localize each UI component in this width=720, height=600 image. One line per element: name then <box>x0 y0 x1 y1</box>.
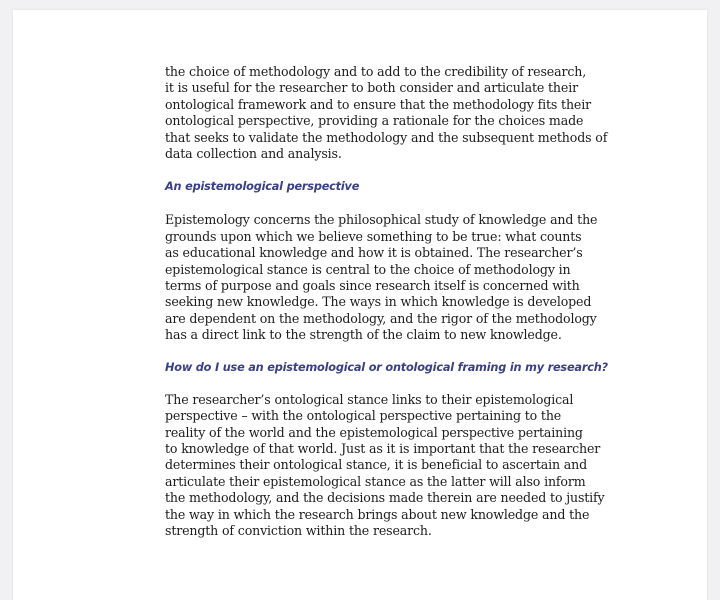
text-line: has a direct link to the strength of the claim to new knowledge. <box>165 327 562 343</box>
paragraph-epistemology <box>165 212 598 343</box>
text-line: the choice of methodology and to add to the credibility of research, <box>165 64 587 79</box>
text-line: strength of conviction within the research. <box>165 522 432 538</box>
text-line: epistemological stance is central to the choice of methodology in <box>165 261 571 277</box>
document-page <box>13 10 707 600</box>
text-line: the methodology, and the decisions made therein are needed to justify <box>165 490 605 506</box>
paragraph-intro <box>165 64 608 162</box>
section-heading-framing: How do I use an epistemological or ontological framing in my research? <box>165 360 608 374</box>
page-content <box>165 64 608 539</box>
paragraph-ontological-stance <box>165 391 605 540</box>
text-line: that seeks to validate the methodology and the subsequent methods of <box>165 129 608 145</box>
text-line: terms of purpose and goals since research itself is concerned with <box>165 278 580 294</box>
text-line: ontological framework and to ensure that the methodology fits their <box>165 96 591 112</box>
text-line: data collection and analysis. <box>165 146 342 162</box>
text-line: it is useful for the researcher to both consider and articulate their <box>165 80 578 96</box>
text-line: reality of the world and the epistemological perspective pertaining <box>165 424 583 440</box>
text-line: The researcher’s ontological stance links to their epistemological <box>165 391 574 407</box>
text-line: ontological perspective, providing a rationale for the choices made <box>165 113 584 129</box>
text-line: are dependent on the methodology, and the rigor of the methodology <box>165 310 597 326</box>
text-line: grounds upon which we believe something to be true: what counts <box>165 228 582 244</box>
text-line: to knowledge of that world. Just as it is important that the researcher <box>165 440 601 456</box>
section-heading-epistemological: An epistemological perspective <box>165 180 360 194</box>
text-line: articulate their epistemological stance as the latter will also inform <box>165 473 586 489</box>
text-line: perspective – with the ontological perspective pertaining to the <box>165 408 562 424</box>
text-line: determines their ontological stance, it is beneficial to ascertain and <box>165 457 588 473</box>
text-line: Epistemology concerns the philosophical study of knowledge and the <box>165 212 598 228</box>
text-line: as educational knowledge and how it is obtained. The researcher’s <box>165 245 583 261</box>
text-line: seeking new knowledge. The ways in which knowledge is developed <box>165 294 592 310</box>
text-line: the way in which the research brings about new knowledge and the <box>165 506 590 522</box>
